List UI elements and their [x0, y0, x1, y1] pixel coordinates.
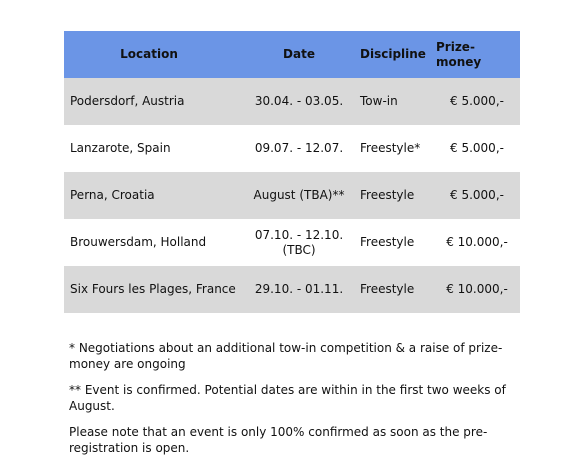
cell-prize-money: € 5.000,-	[450, 188, 504, 202]
cell-location: Brouwersdam, Holland	[70, 235, 207, 249]
cell-location: Lanzarote, Spain	[70, 141, 171, 155]
header-prize-money: Prize-money	[436, 39, 482, 69]
cell-date: 07.10. - 12.10. (TBC)	[254, 227, 344, 257]
table-header-row	[64, 31, 520, 78]
cell-prize-money: € 5.000,-	[450, 94, 504, 108]
cell-discipline: Freestyle	[360, 235, 415, 249]
cell-date: 09.07. - 12.07.	[254, 141, 344, 155]
cell-date: August (TBA)**	[253, 188, 345, 202]
table-row	[64, 266, 520, 313]
cell-prize-money: € 10.000,-	[446, 235, 508, 249]
header-location: Location	[120, 47, 178, 61]
cell-discipline: Freestyle	[360, 188, 415, 202]
cell-discipline: Freestyle	[360, 282, 415, 296]
cell-date: 29.10. - 01.11.	[254, 282, 344, 296]
cell-location: Podersdorf, Austria	[70, 94, 185, 108]
table-row	[64, 219, 520, 266]
cell-discipline: Tow-in	[360, 94, 398, 108]
footnote-event-confirmed: ** Event is confirmed. Potential dates are within in the first two weeks of August.	[69, 383, 506, 413]
header-date: Date	[283, 47, 315, 61]
header-discipline: Discipline	[360, 47, 426, 61]
footnotes	[69, 340, 519, 466]
table-row	[64, 172, 520, 219]
table-row	[64, 125, 520, 172]
table-row	[64, 78, 520, 125]
cell-discipline: Freestyle*	[360, 141, 421, 155]
cell-location: Six Fours les Plages, France	[70, 282, 236, 296]
cell-prize-money: € 5.000,-	[450, 141, 504, 155]
cell-date: 30.04. - 03.05.	[254, 94, 344, 108]
cell-location: Perna, Croatia	[70, 188, 155, 202]
note-pre-registration: Please note that an event is only 100% confirmed as soon as the pre-registration is open.	[69, 425, 488, 455]
footnote-tow-in: * Negotiations about an additional tow-in competition & a raise of prize-money are ongoing	[69, 341, 503, 371]
cell-prize-money: € 10.000,-	[446, 282, 508, 296]
events-table	[64, 31, 520, 313]
